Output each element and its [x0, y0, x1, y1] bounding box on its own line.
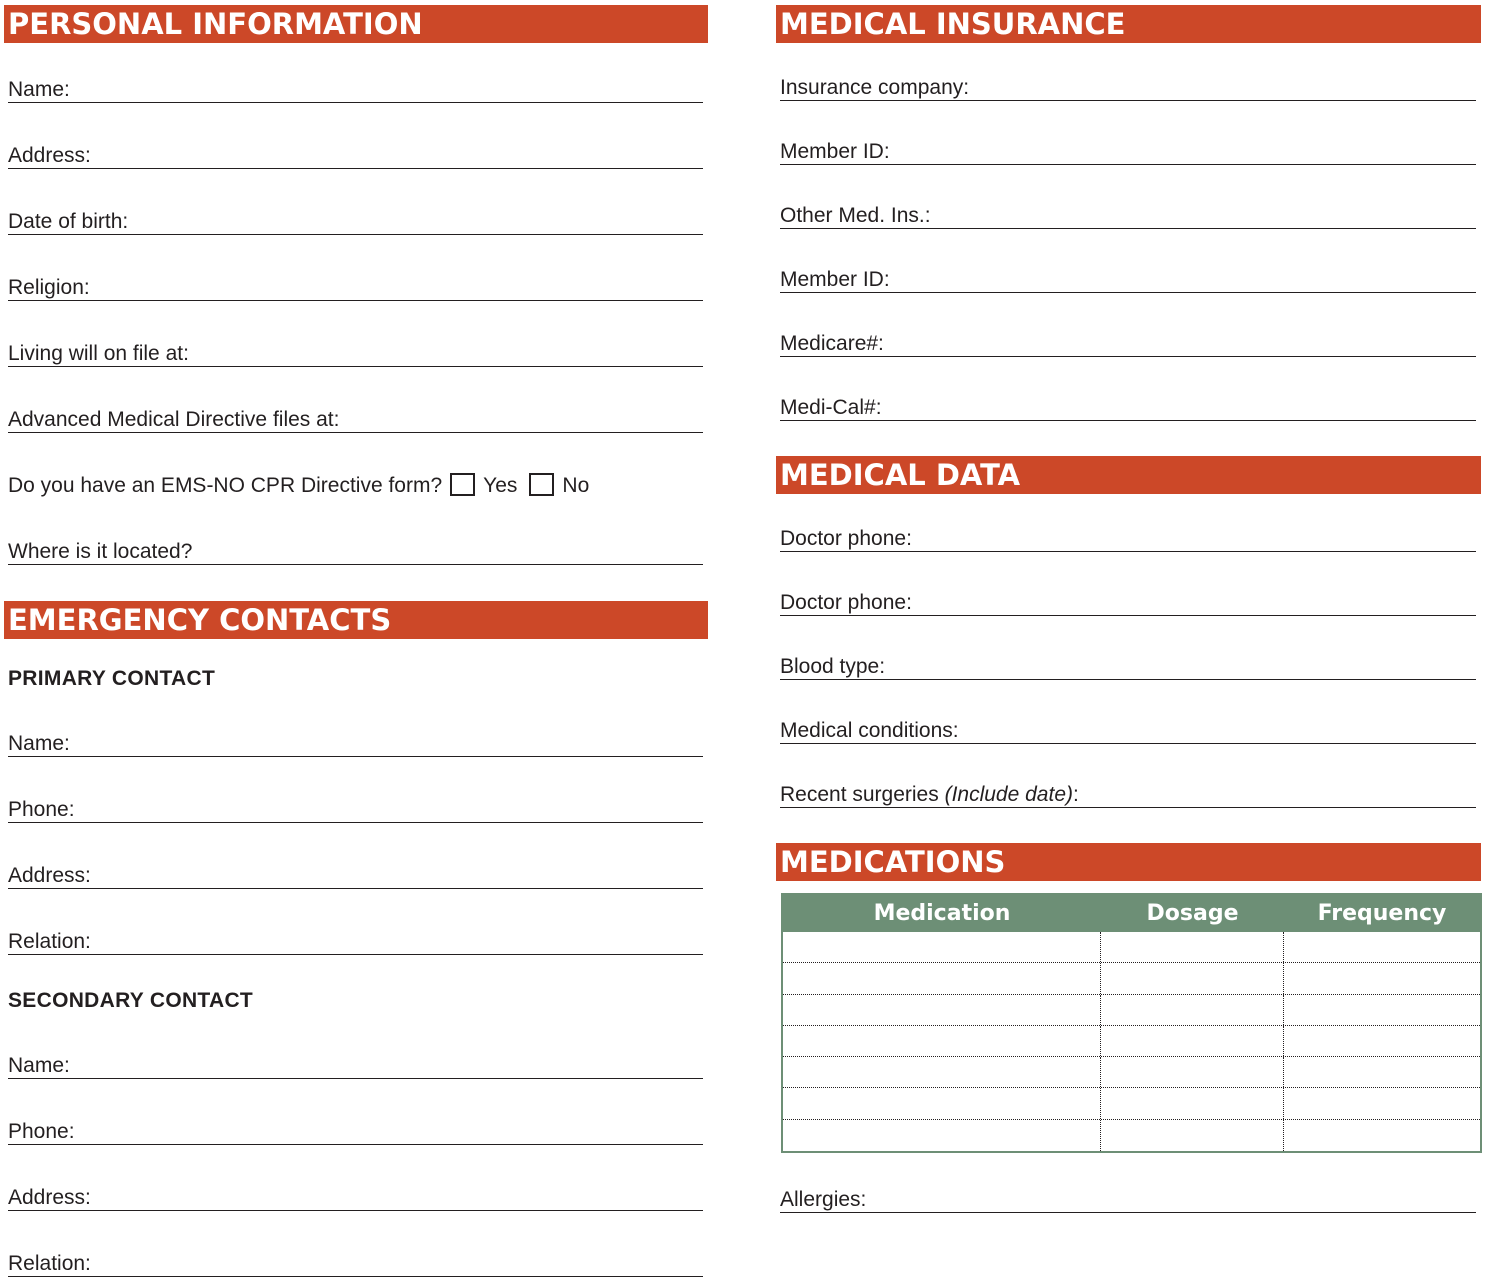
medication-column-header: Medication — [873, 901, 1011, 926]
frequency-column-header: Frequency — [1317, 901, 1447, 926]
primary-address-field[interactable] — [8, 862, 703, 889]
secondary-phone-label: Phone: — [8, 1120, 75, 1143]
doctor-phone-1-field[interactable] — [780, 525, 1476, 552]
primary-phone-field[interactable] — [8, 796, 703, 823]
directive-location-field[interactable] — [8, 538, 703, 565]
medicare-field[interactable] — [780, 330, 1476, 357]
address-field[interactable] — [8, 142, 703, 169]
primary-name-label: Name: — [8, 732, 70, 755]
member-id-field[interactable] — [780, 138, 1476, 165]
emergency-contacts-header: EMERGENCY CONTACTS — [4, 601, 708, 639]
medication-cell[interactable] — [783, 995, 1101, 1025]
secondary-address-label: Address: — [8, 1186, 91, 1209]
advanced-directive-field[interactable] — [8, 406, 703, 433]
primary-relation-field[interactable] — [8, 928, 703, 955]
table-row — [783, 1057, 1480, 1088]
other-insurance-label: Other Med. Ins.: — [780, 204, 931, 227]
table-row — [783, 1026, 1480, 1057]
primary-name-field[interactable] — [8, 730, 703, 757]
medications-table — [781, 893, 1482, 1153]
medicare-label: Medicare#: — [780, 332, 884, 355]
medications-header: MEDICATIONS — [776, 843, 1481, 881]
member-id-2-label: Member ID: — [780, 268, 890, 291]
living-will-label: Living will on file at: — [8, 342, 189, 365]
primary-address-label: Address: — [8, 864, 91, 887]
name-field[interactable] — [8, 76, 703, 103]
frequency-cell[interactable] — [1284, 932, 1480, 962]
advanced-directive-label: Advanced Medical Directive files at: — [8, 408, 340, 431]
religion-label: Religion: — [8, 276, 90, 299]
date-of-birth-label: Date of birth: — [8, 210, 129, 233]
religion-field[interactable] — [8, 274, 703, 301]
name-label: Name: — [8, 78, 70, 101]
dosage-cell[interactable] — [1101, 1026, 1284, 1056]
blood-type-field[interactable] — [780, 653, 1476, 680]
secondary-name-field[interactable] — [8, 1052, 703, 1079]
frequency-cell[interactable] — [1284, 1120, 1480, 1151]
date-of-birth-field[interactable] — [8, 208, 703, 235]
medication-cell[interactable] — [783, 1120, 1101, 1151]
doctor-phone-2-label: Doctor phone: — [780, 591, 912, 614]
personal-info-header: PERSONAL INFORMATION — [4, 5, 708, 43]
cpr-directive-row — [8, 472, 703, 500]
medical-data-header: MEDICAL DATA — [776, 456, 1481, 494]
frequency-cell[interactable] — [1284, 1057, 1480, 1087]
frequency-cell[interactable] — [1284, 1088, 1480, 1118]
medi-cal-field[interactable] — [780, 394, 1476, 421]
doctor-phone-2-field[interactable] — [780, 589, 1476, 616]
table-row — [783, 1088, 1480, 1119]
primary-phone-label: Phone: — [8, 798, 75, 821]
primary-contact-heading: PRIMARY CONTACT — [8, 667, 216, 690]
yes-label: Yes — [483, 474, 518, 497]
primary-relation-label: Relation: — [8, 930, 91, 953]
frequency-cell[interactable] — [1284, 963, 1480, 993]
insurance-company-field[interactable] — [780, 74, 1476, 101]
cpr-question-label: Do you have an EMS-NO CPR Directive form? — [8, 474, 443, 497]
directive-location-label: Where is it located? — [8, 540, 193, 563]
table-row — [783, 963, 1480, 994]
dosage-column-header: Dosage — [1146, 901, 1239, 926]
allergies-field[interactable] — [780, 1186, 1476, 1213]
yes-checkbox[interactable] — [450, 473, 475, 496]
secondary-address-field[interactable] — [8, 1184, 703, 1211]
recent-surgeries-prefix: Recent surgeries — [780, 783, 945, 806]
recent-surgeries-suffix: : — [1073, 783, 1079, 806]
other-insurance-field[interactable] — [780, 202, 1476, 229]
table-row — [783, 932, 1480, 963]
dosage-cell[interactable] — [1101, 995, 1284, 1025]
blood-type-label: Blood type: — [780, 655, 886, 678]
medi-cal-label: Medi-Cal#: — [780, 396, 882, 419]
medical-conditions-label: Medical conditions: — [780, 719, 959, 742]
dosage-cell[interactable] — [1101, 1057, 1284, 1087]
secondary-relation-label: Relation: — [8, 1252, 91, 1275]
dosage-cell[interactable] — [1101, 1120, 1284, 1151]
allergies-label: Allergies: — [780, 1188, 867, 1211]
dosage-cell[interactable] — [1101, 963, 1284, 993]
member-id-label: Member ID: — [780, 140, 890, 163]
medication-cell[interactable] — [783, 1057, 1101, 1087]
no-label: No — [562, 474, 590, 497]
table-row — [783, 995, 1480, 1026]
member-id-2-field[interactable] — [780, 266, 1476, 293]
dosage-cell[interactable] — [1101, 932, 1284, 962]
medication-cell[interactable] — [783, 932, 1101, 962]
doctor-phone-1-label: Doctor phone: — [780, 527, 912, 550]
no-checkbox[interactable] — [529, 473, 554, 496]
secondary-contact-heading: SECONDARY CONTACT — [8, 989, 254, 1012]
recent-surgeries-field[interactable] — [780, 781, 1476, 808]
medical-insurance-header: MEDICAL INSURANCE — [776, 5, 1481, 43]
table-row — [783, 1120, 1480, 1151]
living-will-field[interactable] — [8, 340, 703, 367]
medications-table-header — [783, 895, 1480, 932]
secondary-name-label: Name: — [8, 1054, 70, 1077]
address-label: Address: — [8, 144, 91, 167]
secondary-phone-field[interactable] — [8, 1118, 703, 1145]
frequency-cell[interactable] — [1284, 1026, 1480, 1056]
medical-conditions-field[interactable] — [780, 717, 1476, 744]
frequency-cell[interactable] — [1284, 995, 1480, 1025]
secondary-relation-field[interactable] — [8, 1250, 703, 1277]
recent-surgeries-label — [780, 783, 1079, 807]
medication-cell[interactable] — [783, 963, 1101, 993]
medication-cell[interactable] — [783, 1088, 1101, 1118]
medications-table-body — [783, 932, 1480, 1151]
recent-surgeries-note: (Include date) — [944, 783, 1073, 806]
medication-cell[interactable] — [783, 1026, 1101, 1056]
dosage-cell[interactable] — [1101, 1088, 1284, 1118]
insurance-company-label: Insurance company: — [780, 76, 970, 99]
